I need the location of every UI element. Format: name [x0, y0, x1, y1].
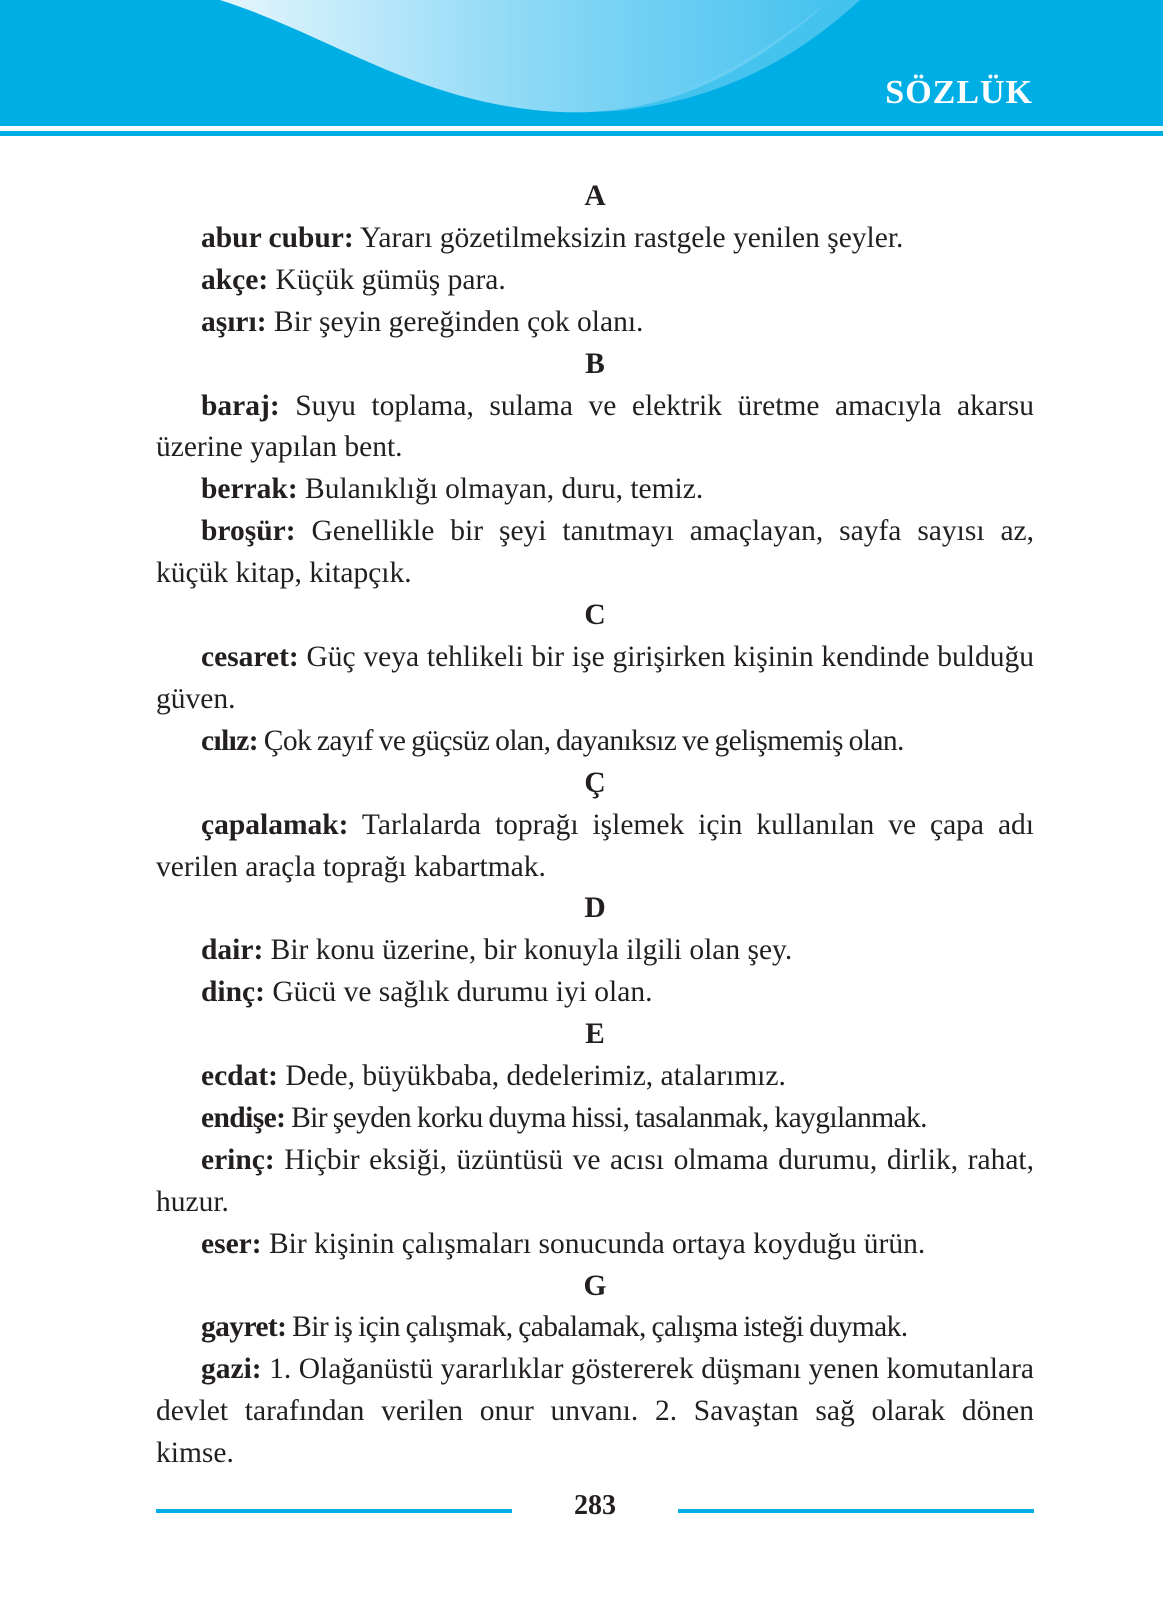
entry-definition: Dede, büyükbaba, dedelerimiz, atalarımız.: [285, 1060, 786, 1093]
letter-heading-c-cedilla: Ç: [584, 766, 606, 799]
entry-erinc: [156, 1140, 1034, 1224]
entry-term: endişe:: [201, 1101, 286, 1134]
letter-heading-c: C: [584, 599, 606, 632]
entry-term: aşırı:: [201, 305, 267, 338]
entry-definition: Suyu toplama, sulama ve elektrik üretme amacıyla akarsu üzerine yapılan bent.: [156, 389, 1035, 464]
entry-definition: Bir şeyden korku duyma hissi, tasalanmak, kaygılanmak.: [291, 1101, 927, 1134]
entry-definition: Güç veya tehlikeli bir işe girişirken kişinin kendinde bulduğu güven.: [156, 640, 1034, 715]
entry-definition: Bir konu üzerine, bir konuyla ilgili olan şey.: [270, 934, 793, 967]
letter-heading-g: G: [583, 1269, 607, 1302]
entry-definition: Küçük gümüş para.: [275, 263, 506, 296]
entry-asiri: [156, 302, 1034, 344]
entry-definition: Çok zayıf ve güçsüz olan, dayanıksız ve gelişmemiş olan.: [263, 724, 904, 757]
letter-heading-d: D: [584, 892, 606, 925]
entry-term: akçe:: [201, 263, 269, 296]
entry-term: baraj:: [201, 389, 280, 422]
entry-gazi: [156, 1349, 1034, 1475]
entry-capalamak: [156, 805, 1034, 889]
footer-rule-left: [156, 1509, 512, 1513]
entry-definition: Hiçbir eksiği, üzüntüsü ve acısı olmama durumu, dirlik, rahat, huzur.: [156, 1143, 1035, 1218]
entry-abur-cubur: [156, 218, 1034, 260]
entry-berrak: [156, 469, 1034, 511]
page-header: [0, 0, 1163, 150]
entry-term: abur cubur:: [201, 221, 354, 254]
footer-rule-right: [678, 1509, 1034, 1513]
entry-cesaret: [156, 637, 1034, 721]
entry-gayret: [156, 1307, 1034, 1349]
entry-definition: Bir kişinin çalışmaları sonucunda ortaya koyduğu ürün.: [268, 1227, 926, 1260]
entry-term: ecdat:: [201, 1060, 278, 1093]
page-number: 283: [574, 1490, 616, 1521]
entry-definition: Bulanıklığı olmayan, duru, temiz.: [305, 473, 704, 506]
entry-definition: Bir şeyin gereğinden çok olanı.: [273, 305, 644, 338]
entry-eser: [156, 1224, 1034, 1266]
entry-term: broşür:: [201, 515, 296, 548]
entry-term: cılız:: [201, 724, 258, 757]
entry-ecdat: [156, 1056, 1034, 1098]
entry-term: dair:: [201, 934, 264, 967]
entry-endise: [156, 1098, 1034, 1140]
entry-dair: [156, 930, 1034, 972]
entry-brosur: [156, 511, 1034, 595]
entry-baraj: [156, 386, 1034, 470]
entry-ciliz: [156, 721, 1034, 763]
entry-term: berrak:: [201, 473, 298, 506]
entry-definition: Genellikle bir şeyi tanıtmayı amaçlayan, sayfa sayısı az, küçük kitap, kitapçık.: [156, 515, 1035, 590]
entry-term: gazi:: [201, 1353, 262, 1386]
entry-term: gayret:: [201, 1311, 287, 1344]
entry-definition: Bir iş için çalışmak, çabalamak, çalışma isteği duymak.: [292, 1311, 908, 1344]
entry-term: çapalamak:: [201, 808, 349, 841]
letter-heading-b: B: [585, 347, 605, 380]
entry-definition: 1. Olağanüstü yararlıklar göstererek düşmanı yenen komutanlara devlet tarafından verilen onur unvanı. 2. Savaştan sağ olarak dönen kimse.: [156, 1353, 1035, 1470]
entry-definition: Gücü ve sağlık durumu iyi olan.: [272, 976, 653, 1009]
entry-definition: Yararı gözetilmeksizin rastgele yenilen şeyler.: [360, 221, 904, 254]
letter-heading-a: A: [584, 180, 606, 212]
entry-term: eser:: [201, 1227, 262, 1260]
section-title: SÖZLÜK: [885, 74, 1033, 111]
dictionary-content: [156, 176, 1034, 1475]
entry-akce: [156, 260, 1034, 302]
letter-heading-e: E: [585, 1018, 605, 1051]
entry-term: dinç:: [201, 976, 265, 1009]
entry-term: cesaret:: [201, 640, 299, 673]
entry-term: erinç:: [201, 1143, 275, 1176]
entry-dinc: [156, 972, 1034, 1014]
entry-definition: Tarlalarda toprağı işlemek için kullanılan ve çapa adı verilen araçla toprağı kabartmak.: [156, 808, 1034, 883]
